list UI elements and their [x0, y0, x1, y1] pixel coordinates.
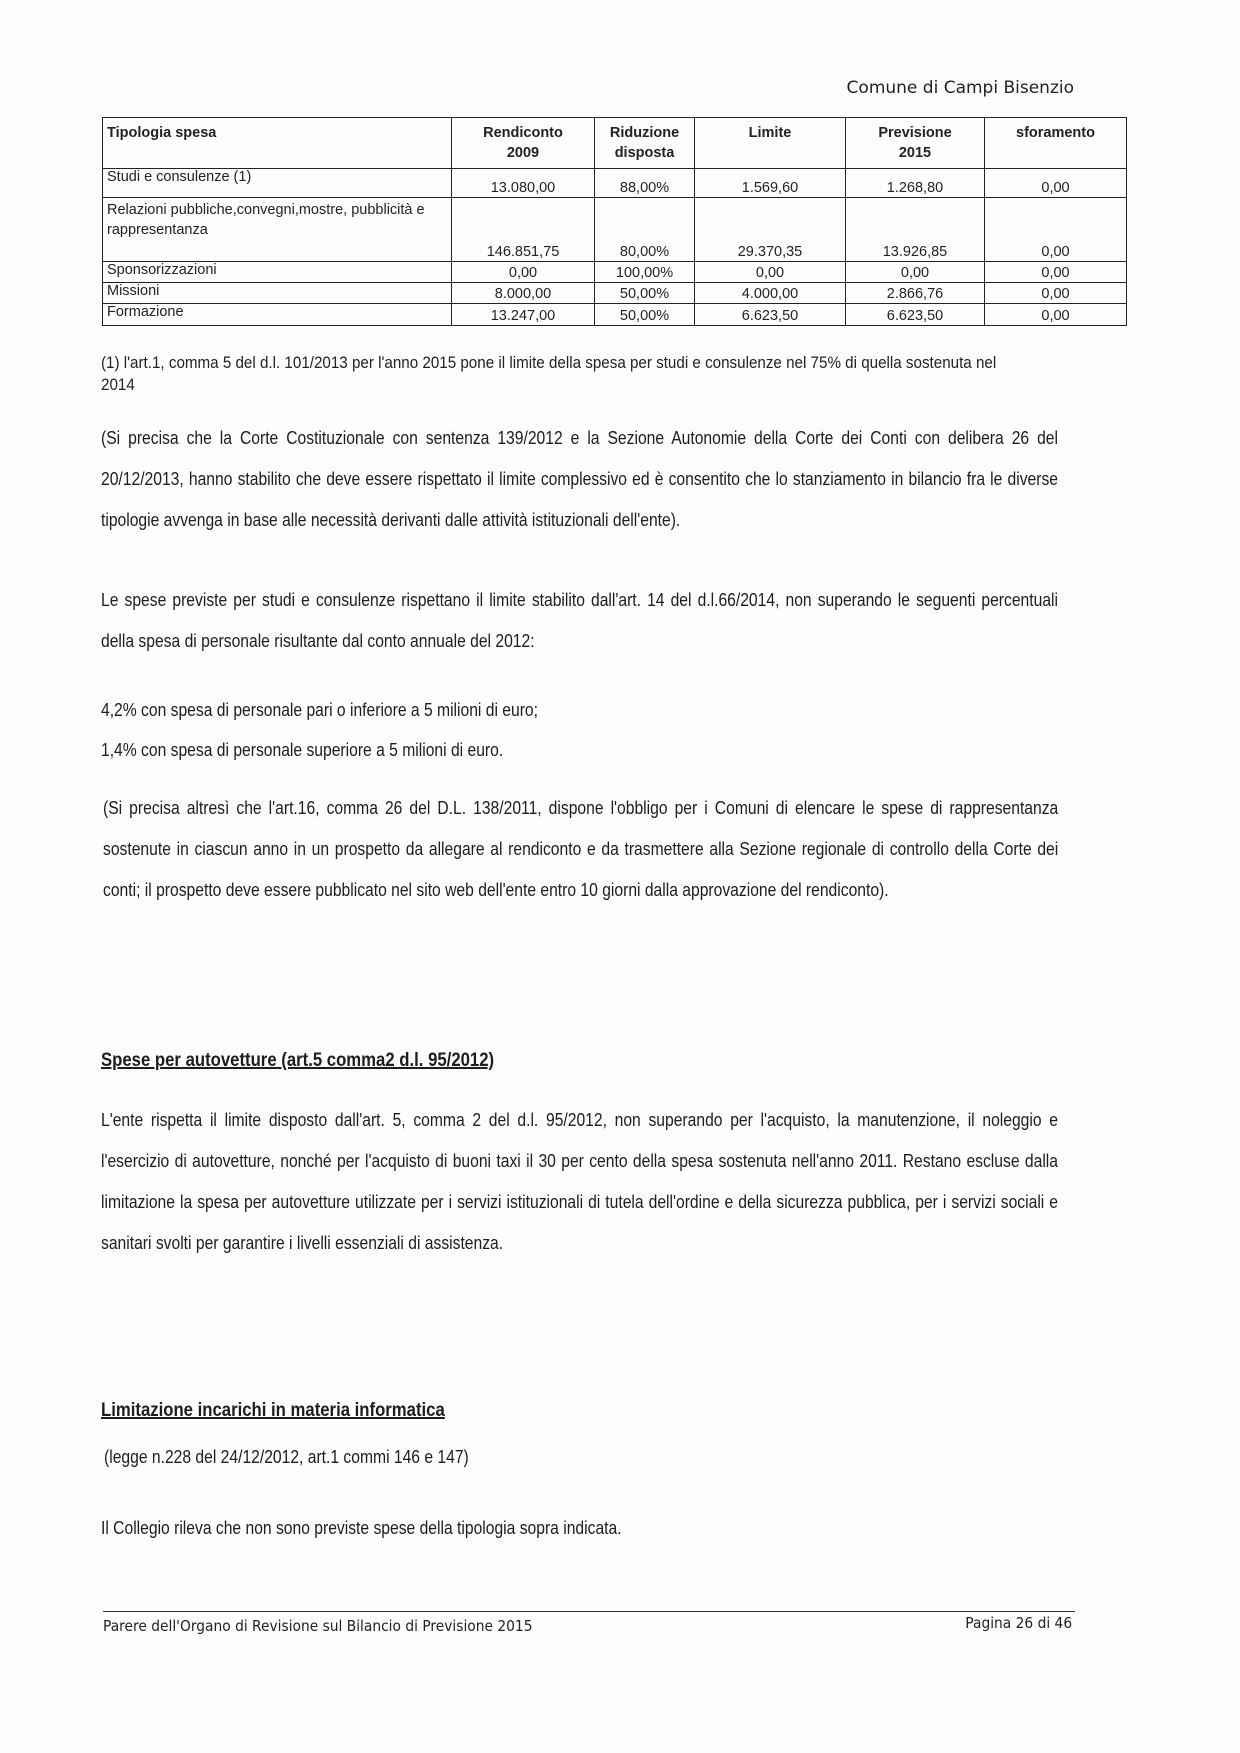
cell-limite: 29.370,35: [695, 198, 846, 262]
cell-tipologia: Studi e consulenze (1): [103, 169, 452, 198]
cell-tipologia: Missioni: [103, 283, 452, 304]
cell-limite: 1.569,60: [695, 169, 846, 198]
cell-riduzione: 50,00%: [595, 283, 695, 304]
col-header-previsione-line1: Previsione: [878, 125, 952, 141]
table-row: [103, 304, 1127, 326]
cell-rendiconto: 13.080,00: [452, 169, 595, 198]
cell-previsione: 13.926,85: [846, 198, 985, 262]
cell-sforamento: 0,00: [985, 304, 1127, 326]
footer-page-number: Pagina 26 di 46: [965, 1614, 1072, 1632]
cell-previsione: 1.268,80: [846, 169, 985, 198]
col-header-rendiconto: [452, 118, 595, 169]
table-row: [103, 262, 1127, 283]
cell-tipologia: Relazioni pubbliche,convegni,mostre, pubblicità e rappresentanza: [103, 198, 452, 262]
col-header-riduzione-line2: disposta: [614, 145, 675, 161]
col-header-previsione-line2: 2015: [898, 145, 932, 161]
cell-limite: 4.000,00: [695, 283, 846, 304]
cell-rendiconto: 146.851,75: [452, 198, 595, 262]
table-row: [103, 169, 1127, 198]
col-header-rendiconto-line1: Rendiconto: [483, 125, 563, 141]
table-footnote: (1) l'art.1, comma 5 del d.l. 101/2013 per l'anno 2015 pone il limite della spesa per studi e consulenze nel 75% di quella sostenuta nel 2014: [101, 354, 997, 394]
col-header-previsione: [846, 118, 985, 169]
cell-sforamento: 0,00: [985, 283, 1127, 304]
cell-riduzione: 100,00%: [595, 262, 695, 283]
paragraph-corte-costituzionale: (Si precisa che la Corte Costituzionale con sentenza 139/2012 e la Sezione Autonomie della Corte dei Conti con delibera 26 del 20/12/2013, hanno stabilito che deve essere rispettato il limite complessivo ed è consentito che lo stanziamento in bilancio fra le diverse tipologie avvenga in base alle necessità derivanti dalle attività istituzionali dell'ente).: [101, 428, 1058, 530]
col-header-limite: Limite: [695, 118, 846, 169]
table-row: [103, 283, 1127, 304]
cell-tipologia: Sponsorizzazioni: [103, 262, 452, 283]
col-header-rendiconto-line2: 2009: [506, 145, 540, 161]
footer-divider: [103, 1611, 1075, 1612]
cell-previsione: 6.623,50: [846, 304, 985, 326]
header-organization: Comune di Campi Bisenzio: [846, 78, 1074, 98]
col-header-tipologia: Tipologia spesa: [103, 118, 452, 169]
cell-sforamento: 0,00: [985, 198, 1127, 262]
cell-previsione: 0,00: [846, 262, 985, 283]
cell-riduzione: 88,00%: [595, 169, 695, 198]
paragraph-autovetture: L'ente rispetta il limite disposto dall'art. 5, comma 2 del d.l. 95/2012, non superando per l'acquisto, la manutenzione, il noleggio e l'esercizio di autovetture, nonché per l'acquisto di buoni taxi il 30 per cento della spesa sostenuta nell'anno 2011. Restano escluse dalla limitazione la spesa per autovetture utilizzate per i servizi istituzionali di tutela dell'ordine e della sicurezza pubblica, per i servizi sociali e sanitari svolti per garantire i livelli essenziali di assistenza.: [101, 1110, 1058, 1253]
cell-limite: 6.623,50: [695, 304, 846, 326]
cell-sforamento: 0,00: [985, 262, 1127, 283]
spending-limits-table: [102, 117, 1127, 326]
paragraph-informatica: Il Collegio rileva che non sono previste spese della tipologia sopra indicata.: [101, 1518, 622, 1538]
cell-riduzione: 50,00%: [595, 304, 695, 326]
footer-document-title: Parere dell'Organo di Revisione sul Bilancio di Previsione 2015: [103, 1617, 533, 1635]
cell-tipologia: Formazione: [103, 304, 452, 326]
cell-limite: 0,00: [695, 262, 846, 283]
table-header-row: [103, 118, 1127, 169]
section-subheading-informatica: (legge n.228 del 24/12/2012, art.1 commi 146 e 147): [104, 1447, 469, 1467]
cell-rendiconto: 0,00: [452, 262, 595, 283]
cell-rendiconto: 8.000,00: [452, 283, 595, 304]
cell-previsione: 2.866,76: [846, 283, 985, 304]
paragraph-soglia-2: 1,4% con spesa di personale superiore a 5 milioni di euro.: [101, 740, 504, 760]
section-heading-informatica: Limitazione incarichi in materia informatica: [101, 1400, 445, 1421]
cell-rendiconto: 13.247,00: [452, 304, 595, 326]
cell-riduzione: 80,00%: [595, 198, 695, 262]
col-header-sforamento: sforamento: [985, 118, 1127, 169]
col-header-riduzione: [595, 118, 695, 169]
paragraph-studi-consulenze: Le spese previste per studi e consulenze rispettano il limite stabilito dall'art. 14 del d.l.66/2014, non superando le seguenti percentuali della spesa di personale risultante dal conto annuale del 2012:: [101, 590, 1058, 651]
paragraph-soglia-1: 4,2% con spesa di personale pari o inferiore a 5 milioni di euro;: [101, 700, 538, 720]
paragraph-rappresentanza: (Si precisa altresì che l'art.16, comma 26 del D.L. 138/2011, dispone l'obbligo per i Comuni di elencare le spese di rappresentanza sostenute in ciascun anno in un prospetto da allegare al rendiconto e da trasmettere alla Sezione regionale di controllo della Corte dei conti; il prospetto deve essere pubblicato nel sito web dell'ente entro 10 giorni dalla approvazione del rendiconto).: [103, 798, 1059, 900]
table-row: [103, 198, 1127, 262]
section-heading-autovetture: Spese per autovetture (art.5 comma2 d.l. 95/2012): [101, 1050, 495, 1071]
cell-sforamento: 0,00: [985, 169, 1127, 198]
col-header-riduzione-line1: Riduzione: [609, 125, 680, 141]
